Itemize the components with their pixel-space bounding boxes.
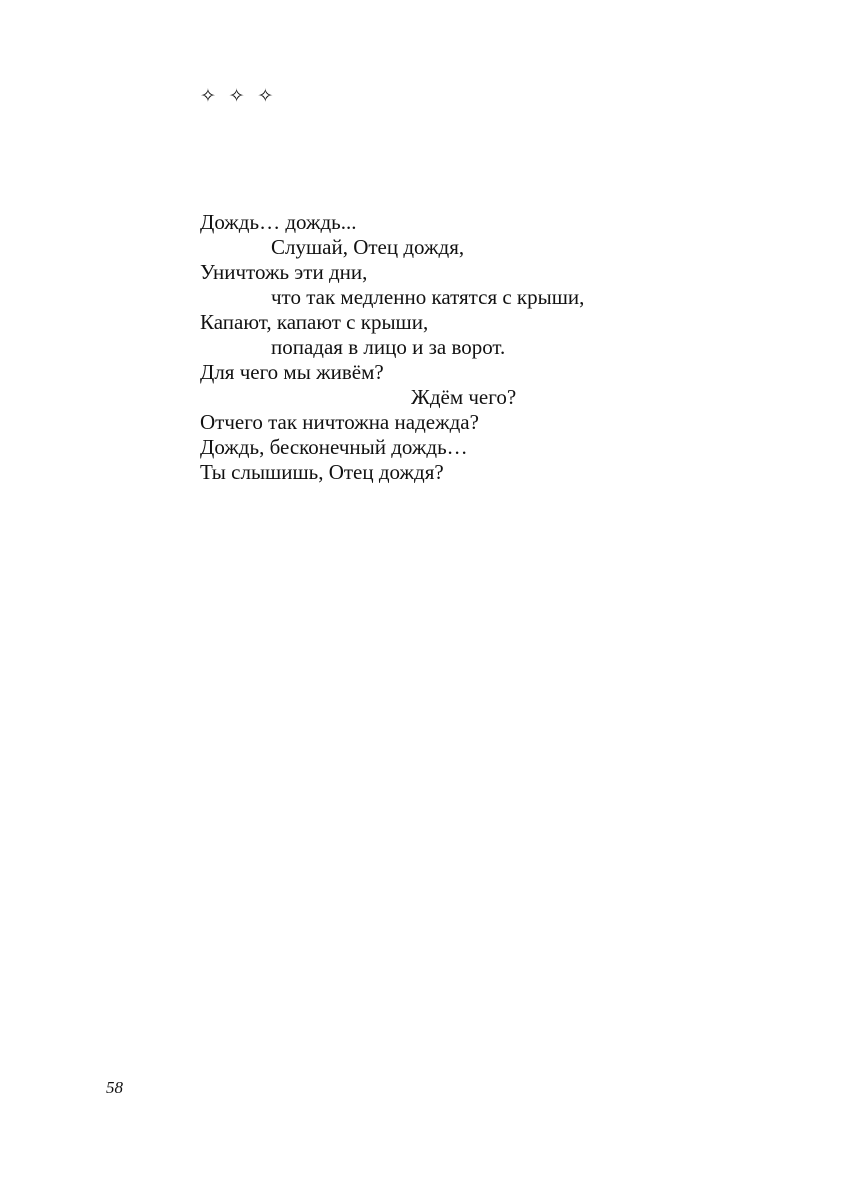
poem-line: что так медленно катятся с крыши, (271, 285, 585, 309)
poem-line: Дождь… дождь... (200, 210, 357, 234)
poem-line: Ты слышишь, Отец дождя? (200, 460, 444, 484)
poem-line: Для чего мы живём? (200, 360, 384, 384)
poem-line: Слушай, Отец дождя, (271, 235, 465, 259)
poem-line: Ждём чего? (411, 385, 517, 409)
section-ornament: ✧ ✧ ✧ (200, 86, 278, 107)
poem (200, 210, 720, 485)
poem-line: Капают, капают с крыши, (200, 310, 429, 334)
poem-line: Уничтожь эти дни, (200, 260, 368, 284)
poem-line: Дождь, бесконечный дождь… (200, 435, 468, 459)
poem-line: Отчего так ничтожна надежда? (200, 410, 479, 434)
poem-line: попадая в лицо и за ворот. (271, 335, 506, 359)
page-number: 58 (106, 1078, 123, 1097)
